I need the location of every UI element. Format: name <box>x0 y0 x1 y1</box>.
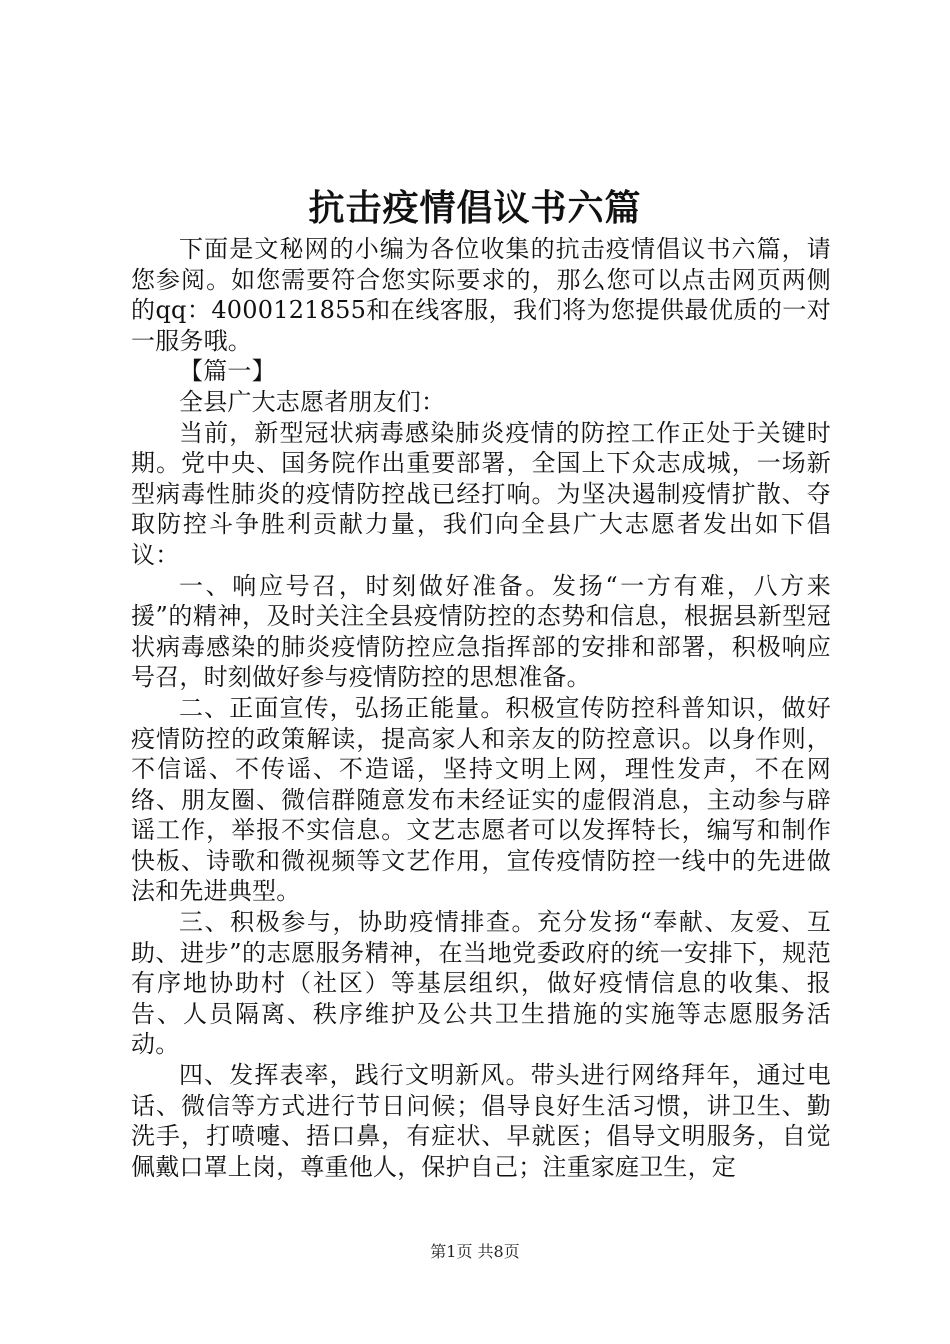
body-paragraph: 一、响应号召，时刻做好准备。发扬“一方有难，八方来援”的精神，及时关注全县疫情防控的态势和信息，根据县新型冠状病毒感染的肺炎疫情防控应急指挥部的安排和部署，积极响应号召，时刻做好参与疫情防控的思想准备。 <box>131 571 831 692</box>
body-paragraph: 三、积极参与，协助疫情排查。充分发扬“奉献、友爱、互助、进步”的志愿服务精神，在当地党委政府的统一安排下，规范有序地协助村（社区）等基层组织，做好疫情信息的收集、报告、人员隔离、秩序维护及公共卫生措施的实施等志愿服务活动。 <box>131 908 831 1059</box>
body-paragraph: 二、正面宣传，弘扬正能量。积极宣传防控科普知识，做好疫情防控的政策解读，提高家人和亲友的防控意识。以身作则，不信谣、不传谣、不造谣，坚持文明上网，理性发声，不在网络、朋友圈、微信群随意发布未经证实的虚假消息，主动参与辟谣工作，举报不实信息。文艺志愿者可以发挥特长，编写和制作快板、诗歌和微视频等文艺作用，宣传疫情防控一线中的先进做法和先进典型。 <box>131 693 831 906</box>
document-title: 抗击疫情倡议书六篇 <box>308 187 642 229</box>
salutation: 全县广大志愿者朋友们： <box>179 387 446 416</box>
document-body <box>131 234 831 1182</box>
body-paragraph: 当前，新型冠状病毒感染肺炎疫情的防控工作正处于关键时期。党中央、国务院作出重要部署，全国上下众志成城，一场新型病毒性肺炎的疫情防控战已经打响。为坚决遏制疫情扩散、夺取防控斗争胜利贡献力量，我们向全县广大志愿者发出如下倡议： <box>131 418 831 569</box>
section-heading: 【篇一】 <box>179 357 276 386</box>
intro-paragraph: 下面是文秘网的小编为各位收集的抗击疫情倡议书六篇，请您参阅。如您需要符合您实际要求的，那么您可以点击网页两侧的qq：4000121855和在线客服，我们将为您提供最优质的一对一服务哦。 <box>131 235 831 355</box>
body-paragraph: 四、发挥表率，践行文明新风。带头进行网络拜年，通过电话、微信等方式进行节日问候；倡导良好生活习惯，讲卫生、勤洗手，打喷嚏、捂口鼻，有症状、早就医；倡导文明服务，自觉佩戴口罩上岗，尊重他人，保护自己；注重家庭卫生，定 <box>131 1061 831 1181</box>
page-number-footer: 第1页 共8页 <box>430 1242 520 1261</box>
